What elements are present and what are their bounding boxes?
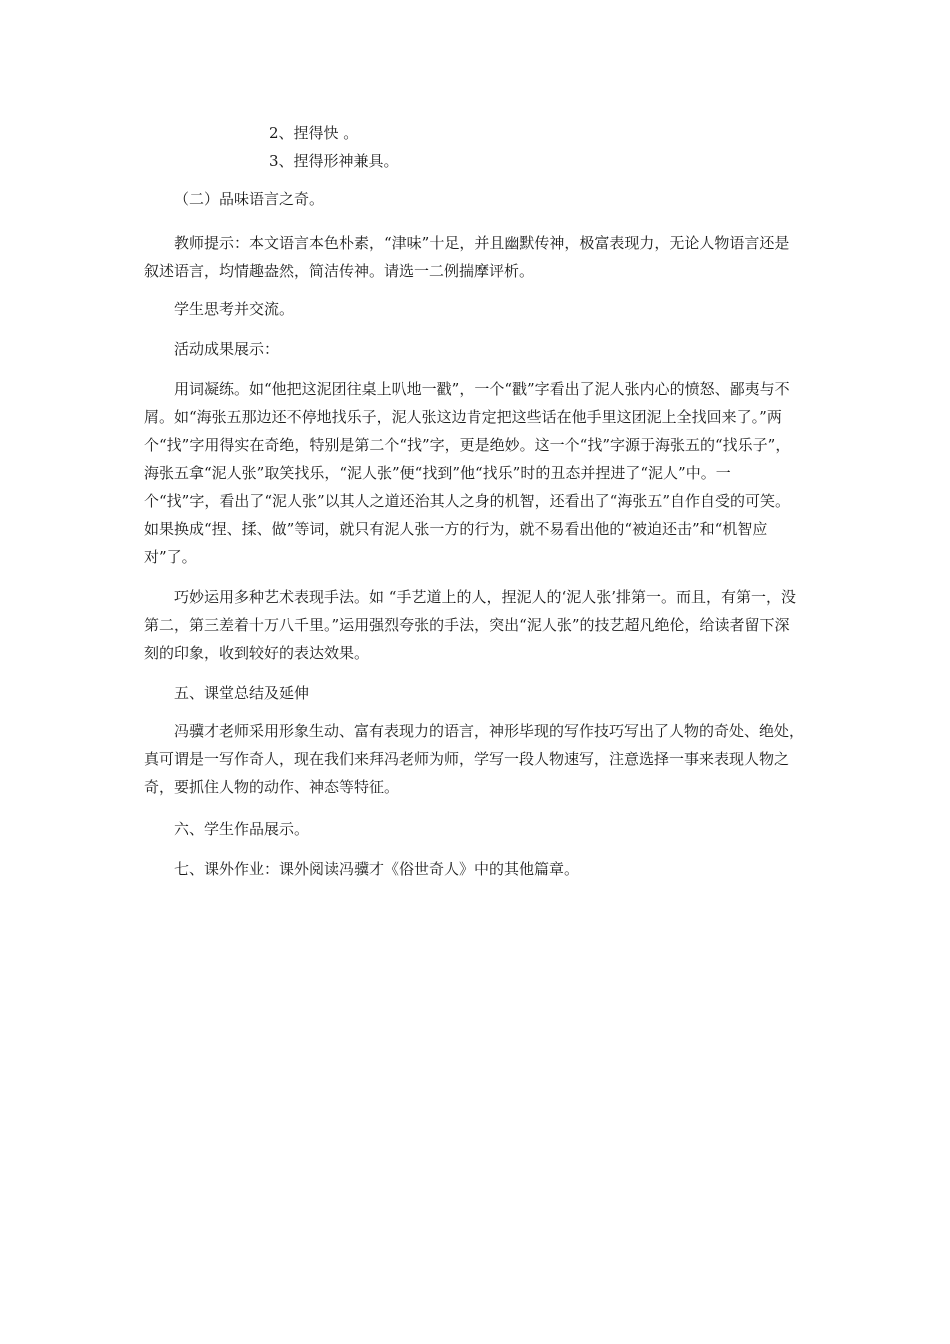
word-choice-analysis-paragraph: 用词凝练。如“他把这泥团往桌上叭地一戳”，一个“戳”字看出了泥人张内心的愤怒、鄙夷与不屑。如“海张五那边还不停地找乐子，泥人张这边肯定把这些话在他手里这团泥上全找回来了。”两个“找”字用得实在奇绝，特别是第二个“找”字，更是绝妙。这一个“找”字源于海张五的“找乐子”，海张五拿“泥人张”取笑找乐，“泥人张”便“找到”他“找乐”时的丑态并捏进了“泥人”中。一个“找”字，看出了“泥人张”以其人之道还治其人之身的机智，还看出了“海张五”自作自受的可笑。如果换成“捏、揉、做”等词，就只有泥人张一方的行为，就不易看出他的“被迫还击”和“机智应对”了。 xyxy=(144,380,791,566)
techniques-analysis-paragraph: 巧妙运用多种艺术表现手法。如 “手艺道上的人，捏泥人的‘泥人张’排第一。而且，有第一，没第二，第三差着十万八千里。”运用强烈夸张的手法，突出“泥人张”的技艺超凡绝伦，给读者留下深刻的印象，收到较好的表达效果。 xyxy=(144,588,796,662)
activity-results-label: 活动成果展示： xyxy=(174,340,280,358)
section-two-heading: （二）品味语言之奇。 xyxy=(174,190,325,208)
student-discussion-text: 学生思考并交流。 xyxy=(174,300,295,318)
list-item-2: 2、捏得快 。 xyxy=(269,124,359,142)
list-item-3: 3、捏得形神兼具。 xyxy=(269,152,399,170)
section-six-heading: 六、学生作品展示。 xyxy=(174,820,310,838)
section-five-heading: 五、课堂总结及延伸 xyxy=(174,684,310,702)
teacher-hint-paragraph: 教师提示：本文语言本色朴素，“津味”十足，并且幽默传神，极富表现力，无论人物语言还是叙述语言，均情趣盎然，简洁传神。请选一二例揣摩评析。 xyxy=(144,234,790,280)
section-seven-homework: 七、课外作业：课外阅读冯骥才《俗世奇人》中的其他篇章。 xyxy=(174,860,580,878)
summary-paragraph: 冯骥才老师采用形象生动、富有表现力的语言，神形毕现的写作技巧写出了人物的奇处、绝处，真可谓是一写作奇人，现在我们来拜冯老师为师，学写一段人物速写，注意选择一事来表现人物之奇，要抓住人物的动作、神态等特征。 xyxy=(144,722,805,796)
